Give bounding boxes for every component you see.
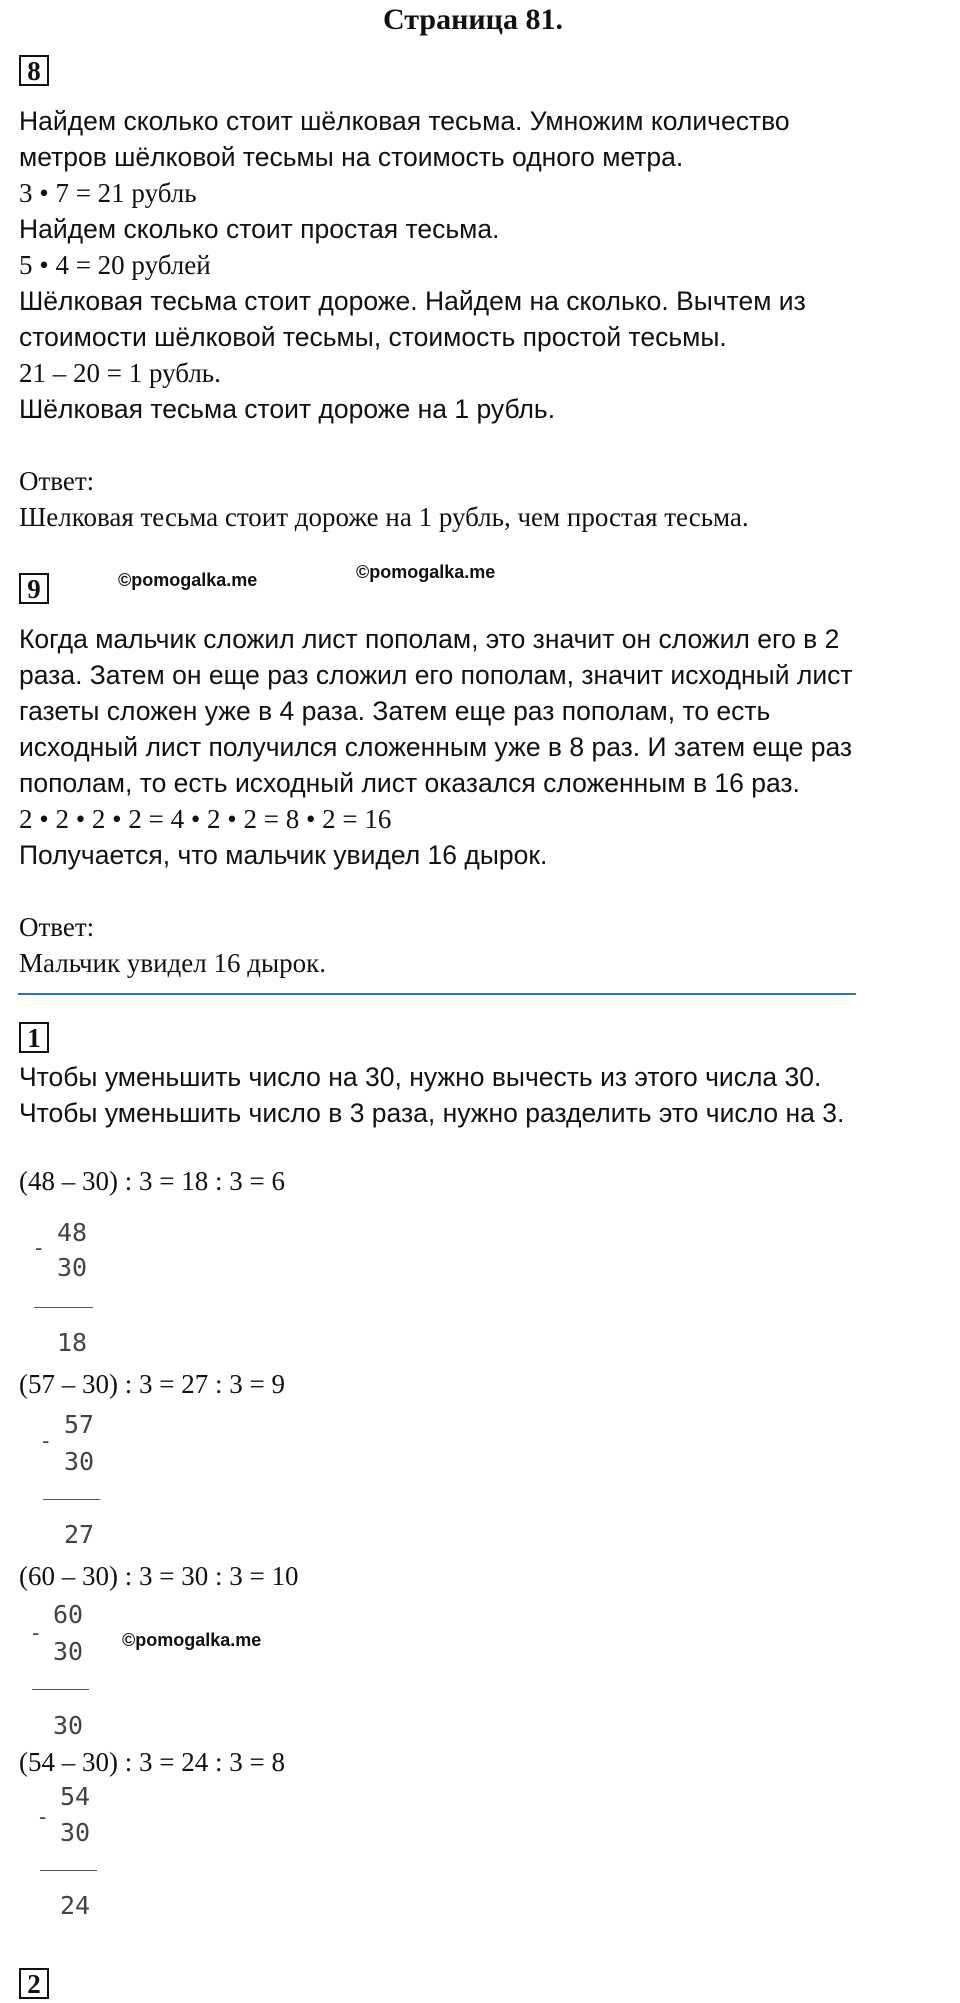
watermark: ©pomogalka.me — [356, 562, 496, 582]
task9-line: исходный лист получился сложенным уже в 8 раз. И затем еще раз — [19, 732, 853, 762]
column-result: 18 — [57, 1328, 88, 1357]
task1-expression: (57 – 30) : 3 = 27 : 3 = 9 — [19, 1369, 285, 1399]
task1-line: Чтобы уменьшить число на 30, нужно вычесть из этого числа 30. — [19, 1062, 822, 1092]
task-number-8: 8 — [19, 55, 49, 86]
task9-line: газеты сложен уже в 4 раза. Затем еще раз пополам, то есть — [19, 696, 771, 726]
task9-equation: 2 • 2 • 2 • 2 = 4 • 2 • 2 = 8 • 2 = 16 — [19, 804, 392, 834]
column-result: 24 — [60, 1891, 91, 1920]
column-minus-sign: - — [42, 1428, 50, 1453]
task8-line: стоимости шёлковой тесьмы, стоимость простой тесьмы. — [19, 322, 727, 352]
column-subtrahend: 30 — [60, 1818, 91, 1847]
task1-line: Чтобы уменьшить число в 3 раза, нужно разделить это число на 3. — [19, 1098, 845, 1128]
column-minuend: 48 — [57, 1218, 88, 1247]
watermark: ©pomogalka.me — [122, 1630, 262, 1650]
column-rule — [43, 1499, 100, 1500]
task9-line: Получается, что мальчик увидел 16 дырок. — [19, 840, 548, 870]
task8-line: метров шёлковой тесьмы на стоимость одного метра. — [19, 142, 684, 172]
task1-expression: (54 – 30) : 3 = 24 : 3 = 8 — [19, 1747, 285, 1777]
page-title: Страница 81. — [383, 3, 563, 36]
column-minus-sign: - — [32, 1620, 40, 1645]
task9-answer: Мальчик увидел 16 дырок. — [19, 948, 326, 978]
column-rule — [34, 1307, 93, 1308]
task8-line: Шёлковая тесьма стоит дороже. Найдем на сколько. Вычтем из — [19, 286, 806, 316]
column-minus-sign: - — [39, 1804, 47, 1829]
task8-answer: Шелковая тесьма стоит дороже на 1 рубль, чем простая тесьма. — [19, 502, 749, 532]
task8-line: Шёлковая тесьма стоит дороже на 1 рубль. — [19, 394, 556, 424]
task8-equation: 21 – 20 = 1 рубль. — [19, 358, 221, 388]
column-subtrahend: 30 — [64, 1447, 95, 1476]
column-result: 30 — [53, 1711, 84, 1740]
task8-equation: 3 • 7 = 21 рубль — [19, 178, 197, 208]
column-subtrahend: 30 — [53, 1637, 84, 1666]
column-rule — [40, 1870, 97, 1871]
task8-answer-label: Ответ: — [19, 466, 95, 496]
task8-line: Найдем сколько стоит шёлковая тесьма. Умножим количество — [19, 106, 790, 136]
watermark: ©pomogalka.me — [118, 570, 258, 590]
section-divider — [18, 993, 856, 995]
task1-expression: (48 – 30) : 3 = 18 : 3 = 6 — [19, 1166, 285, 1196]
task9-line: пополам, то есть исходный лист оказался сложенным в 16 раз. — [19, 768, 800, 798]
column-subtrahend: 30 — [57, 1253, 88, 1282]
task9-answer-label: Ответ: — [19, 912, 95, 942]
task8-equation: 5 • 4 = 20 рублей — [19, 250, 211, 280]
task9-line: раза. Затем он еще раз сложил его пополам, значит исходный лист — [19, 660, 853, 690]
column-minuend: 54 — [60, 1782, 91, 1811]
task-number-2: 2 — [19, 1968, 49, 1999]
task9-line: Когда мальчик сложил лист пополам, это значит он сложил его в 2 — [19, 624, 840, 654]
task-number-9: 9 — [19, 573, 49, 604]
task8-line: Найдем сколько стоит простая тесьма. — [19, 214, 500, 244]
task1-expression: (60 – 30) : 3 = 30 : 3 = 10 — [19, 1561, 299, 1591]
column-result: 27 — [64, 1520, 95, 1549]
column-minuend: 57 — [64, 1410, 95, 1439]
column-rule — [32, 1689, 89, 1690]
column-minuend: 60 — [53, 1600, 84, 1629]
column-minus-sign: - — [35, 1235, 43, 1260]
task-number-1: 1 — [19, 1022, 49, 1053]
